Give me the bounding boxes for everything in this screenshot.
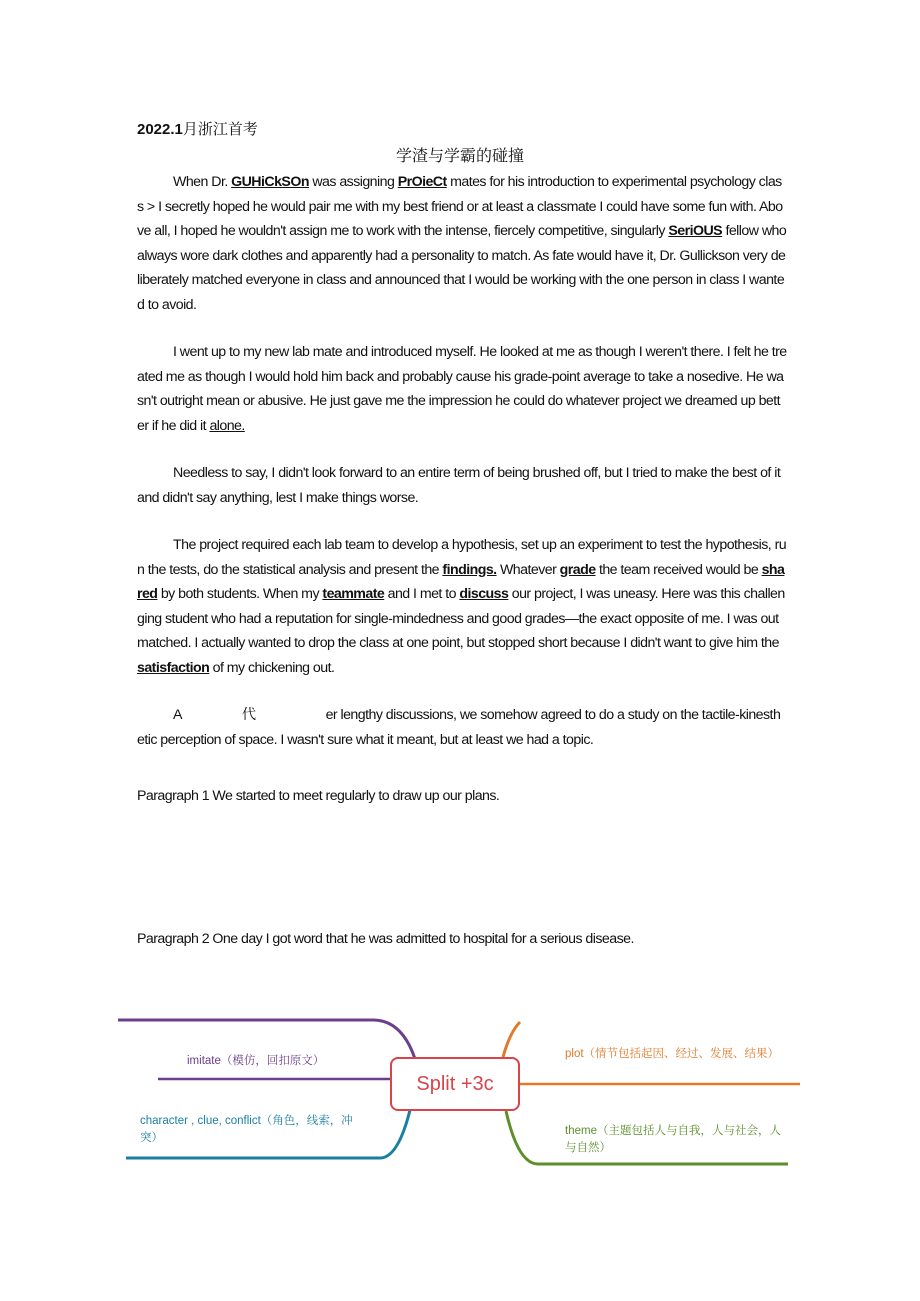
text-span: and I met to [384, 586, 460, 602]
text-span: The project required each lab team to develop a hypothesis, set up an experiment to test the hypothesis, run the tests, do the statistical analysis and present the [137, 537, 787, 578]
exam-year-month: 2022.1 [137, 121, 183, 138]
exam-heading [137, 118, 258, 139]
paragraph-1 [137, 170, 787, 317]
text-span: Whatever [496, 561, 560, 578]
paragraph-3 [137, 461, 787, 510]
highlight-word: SeriOUS [668, 223, 723, 239]
paragraph-1-prompt: Paragraph 1 We started to meet regularly to draw up our plans. [137, 788, 500, 804]
paragraph-4 [137, 533, 787, 680]
highlight-word: shared [137, 561, 785, 602]
text-span: I went up to my new lab mate and introduced myself. He looked at me as though I weren't there. I felt he treated me as though I would hold him back and probably cause his grade-point average to take a nosedive. He wasn't outright mean or abusive. He just gave me the impression he could do whatever project we dreamed up better if he did it [137, 344, 787, 434]
text-span: was assigning [308, 174, 398, 190]
text-span: When Dr. [173, 174, 232, 190]
text-span: fellow who always wore dark clothes and apparently had a personality to match. As fate would have it, Dr. Gullickson very deliberately matched everyone in class and announced that I would be working with the one person in class I wanted to avoid. [137, 223, 787, 313]
text-span: the team received would be [595, 561, 762, 578]
text-span: of my chickening out. [209, 659, 335, 676]
text-span: mates for his introduction to experimental psychology class > I secretly hoped he would pair me with my best friend or at least a classmate I could have some fun with. Above all, I hoped he wouldn't assign me to work with the intense, fiercely competitive, singularly [137, 174, 783, 239]
text-span: our project, I was uneasy. Here was this challenging student who had a reputation for single-mindedness and good grades—the exact opposite of me. I was outmatched. I actually wanted to drop the class at one point, but stopped short because I didn't want to give him the [137, 586, 785, 651]
branch-label-character: character , clue, conflict（角色，线索，冲突） [140, 1115, 353, 1144]
underlined-word: alone. [209, 417, 245, 434]
highlight-word: findings. [442, 561, 497, 578]
exam-label: 月浙江首考 [182, 120, 258, 138]
branch-label-theme: theme（主题包括人与自我，人与社会，人与自然） [565, 1125, 781, 1154]
branch-plot-top [503, 1022, 520, 1057]
mind-map [118, 1012, 808, 1172]
highlight-word: discuss [459, 586, 509, 602]
text-span: Needless to say, I didn't look forward to an entire term of being brushed off, but I tried to make the best of it and didn't say anything, lest I make things worse. [137, 465, 781, 506]
text-span: er lengthy discussions, we somehow agreed to do a study on the tactile-kinesthetic perception of space. I wasn't sure what it meant, but at least we had a topic. [137, 707, 781, 748]
highlight-word: satisfaction [137, 659, 210, 676]
branch-label-imitate: imitate（模仿，回扣原文） [187, 1055, 325, 1067]
branch-label-plot: plot（情节包括起因、经过、发展、结果） [565, 1048, 780, 1060]
text-span: by both students. When my [157, 586, 323, 602]
paragraph-2 [137, 340, 787, 438]
paragraph-2-prompt: Paragraph 2 One day I got word that he was admitted to hospital for a serious disease. [137, 931, 634, 947]
passage-body [137, 170, 787, 775]
passage-title: 学渣与学霸的碰撞 [395, 146, 524, 165]
text-span: 代 [241, 707, 256, 723]
paragraph-5 [137, 703, 787, 752]
text-span: A [173, 707, 182, 723]
highlight-word: PrOieCt [397, 174, 447, 190]
highlight-word: grade [559, 561, 596, 578]
highlight-word: teammate [322, 586, 385, 602]
highlight-word: GUHiCkSOn [231, 174, 309, 190]
mind-map-center: Split +3c [390, 1057, 520, 1111]
